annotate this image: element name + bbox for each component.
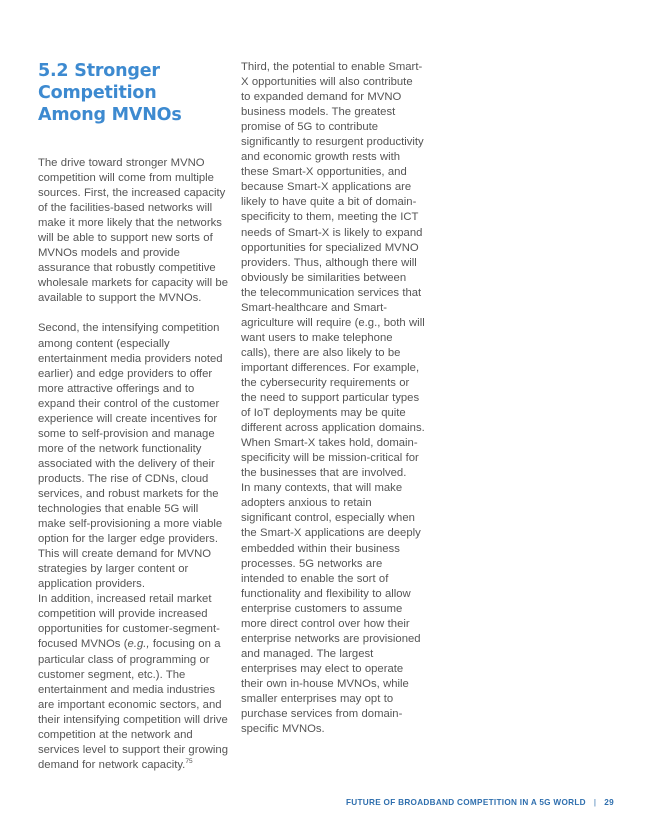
footer-separator: | — [593, 798, 597, 807]
paragraph-retail-text-b: focusing on a particular class of programming or customer segment, etc.). The entertainment and media industries are important economic sectors, and their intensifying competition will drive competition at the network and services level to support their growing demand for network capacity. — [38, 638, 228, 771]
paragraph-retail-competition — [38, 592, 228, 773]
paragraph-retail-text-a: In addition, increased retail market competition will provide increased opportunities for customer-segment-focused MVNOs ( — [38, 593, 220, 651]
paragraph-mvno-drivers: The drive toward stronger MVNO competition will come from multiple sources. First, the increased capacity of the facilities-based networks will make it more likely that the networks will be able to support new sorts of MVNOs models and provide assurance that robustly competitive wholesale markets for capacity will be available to support the MVNOs. — [38, 157, 228, 305]
paragraph-enterprise-control: In many contexts, that will make adopters anxious to retain significant control, especially when the Smart-X applications are deeply embedded within their business processes. 5G networks are intended to enable the sort of functionality and flexibility to allow enterprise customers to assume more direct control over how their enterprise networks are provisioned and managed. The largest enterprises may elect to operate their own in-house MVNOs, while smaller enterprises may opt to purchase services from domain-specific MVNOs. — [241, 482, 421, 736]
paragraph-smart-x: Third, the potential to enable Smart-X opportunities will also contribute to expanded demand for MVNO business models. The greatest promise of 5G to contribute significantly to resurgent productivity and economic growth rests with these Smart-X opportunities, and because Smart-X applications are likely to have quite a bit of domain-specificity to them, meeting the ICT needs of Smart-X is likely to expand opportunities for specialized MVNO providers. Thus, although there will obviously be similarities between the telecommunication services that Smart-healthcare and Smart-agriculture will require (e.g., both will want users to make telephone calls), there are also likely to be important differences. For example, the cybersecurity requirements or the need to support particular types of IoT deployments may be quite different across application domains. When Smart-X takes hold, domain-specificity will be mission-critical for the businesses that are involved. — [241, 61, 425, 480]
section-heading-line1: 5.2 Stronger Competition — [38, 61, 160, 103]
paragraph-retail-emphasis: e.g., — [127, 638, 150, 651]
page-footer — [346, 798, 614, 807]
section-heading — [38, 60, 228, 126]
page-number: 29 — [604, 798, 614, 807]
left-column — [38, 60, 228, 773]
section-heading-line2: Among MVNOs — [38, 105, 182, 125]
right-column — [241, 60, 425, 737]
footer-title: FUTURE OF BROADBAND COMPETITION IN A 5G WORLD — [345, 798, 586, 807]
footnote-reference[interactable]: 75 — [185, 758, 193, 766]
paragraph-content-competition: Second, the intensifying competition among content (especially entertainment media providers noted earlier) and edge providers to offer more attractive offerings and to expand their control of the customer experience will create incentives for some to self-provision and manage more of the network functionality associated with the delivery of their products. The rise of CDNs, cloud services, and robust markets for the technologies that enable 5G will make self-provisioning a more viable option for the larger edge providers. This will create demand for MVNO strategies by larger content or application providers. — [38, 322, 223, 591]
